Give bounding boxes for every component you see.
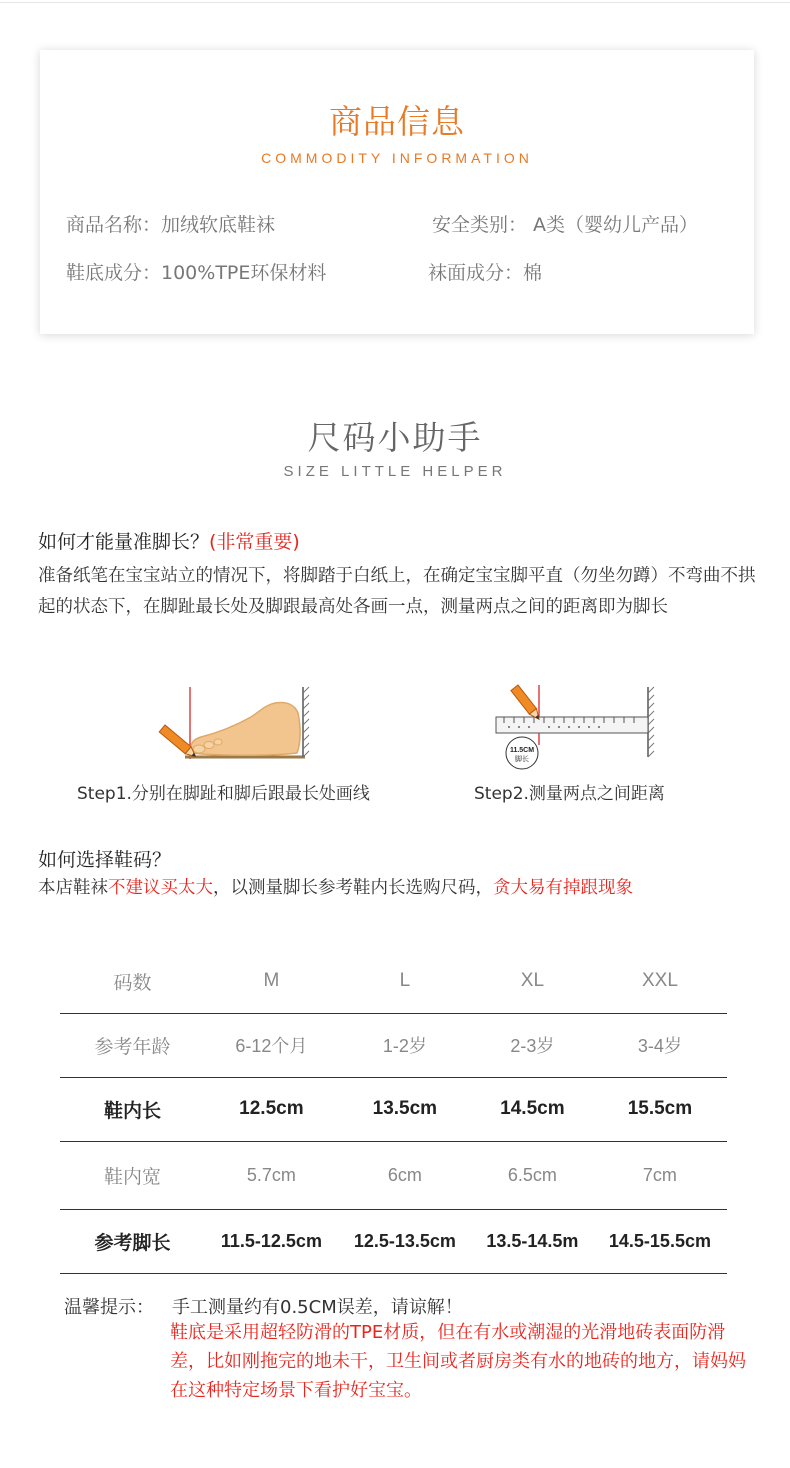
table-cell: 6-12个月: [205, 1013, 338, 1077]
measure-emphasis: (非常重要): [209, 531, 300, 553]
surface-material: 袜面成分：棉: [428, 262, 543, 284]
size-table-header: [60, 950, 727, 1013]
row-label-foot-length: 参考脚长: [60, 1209, 205, 1273]
table-cell: 6cm: [338, 1141, 472, 1209]
table-cell: 3-4岁: [593, 1013, 727, 1077]
commodity-title: 商品信息: [329, 102, 465, 141]
size-header-label: 码数: [60, 950, 205, 1013]
measure-question-text: 如何才能量准脚长？: [38, 531, 210, 553]
table-row-age: [60, 1013, 727, 1077]
table-cell: 6.5cm: [472, 1141, 593, 1209]
foot-measure-illustration: [155, 683, 315, 763]
ruler-label-bottom: 脚长: [515, 755, 529, 763]
table-cell: 12.5cm: [205, 1077, 338, 1141]
step1-label: Step1.分别在脚趾和脚后跟最长处画线: [77, 784, 370, 804]
size-helper-subtitle: SIZE LITTLE HELPER: [283, 463, 507, 480]
sole-material: 鞋底成分：100%TPE环保材料: [66, 262, 327, 284]
table-cell: 11.5-12.5cm: [205, 1209, 338, 1273]
product-name: 商品名称：加绒软底鞋袜: [66, 214, 276, 236]
table-row-inner-length: [60, 1077, 727, 1141]
choose-advice: [38, 873, 758, 904]
choose-question: 如何选择鞋码？: [38, 849, 172, 871]
table-cell: 13.5cm: [338, 1077, 472, 1141]
row-label-inner-width: 鞋内宽: [60, 1141, 205, 1209]
size-header-l: L: [338, 950, 472, 1013]
table-cell: 15.5cm: [593, 1077, 727, 1141]
size-header-xl: XL: [472, 950, 593, 1013]
size-header-xxl: XXL: [593, 950, 727, 1013]
table-cell: 14.5-15.5cm: [593, 1209, 727, 1273]
measure-question: [38, 527, 300, 554]
size-header-m: M: [205, 950, 338, 1013]
note-slip-warning: 鞋底是采用超轻防滑的TPE材质，但在有水或潮湿的光滑地砖表面防滑差，比如刚拖完的地未干，卫生间或者厨房类有水的地砖的地方，请妈妈在这种特定场景下看护好宝宝。: [170, 1322, 746, 1401]
measure-instructions: 准备纸笔在宝宝站立的情况下，将脚踏于白纸上，在确定宝宝脚平直（勿坐勿蹲）不弯曲不拱起的状态下，在脚趾最长处及脚跟最高处各画一点，测量两点之间的距离即为脚长: [38, 566, 756, 617]
size-helper-title: 尺码小助手: [307, 418, 483, 457]
table-cell: 7cm: [593, 1141, 727, 1209]
table-cell: 13.5-14.5m: [472, 1209, 593, 1273]
size-table: [60, 950, 727, 1274]
step2-label: Step2.测量两点之间距离: [474, 784, 665, 804]
choose-advice-warning: 不建议买太大: [108, 878, 213, 898]
table-cell: 5.7cm: [205, 1141, 338, 1209]
note-label: 温馨提示：: [64, 1297, 154, 1318]
safety-category: 安全类别： A类（婴幼儿产品）: [432, 214, 699, 236]
choose-advice-part1: 本店鞋袜: [38, 878, 108, 898]
table-row-inner-width: [60, 1141, 727, 1209]
commodity-subtitle: COMMODITY INFORMATION: [261, 150, 533, 166]
ruler-label-top: 11.5CM: [509, 747, 535, 754]
table-row-foot-length: [60, 1209, 727, 1273]
table-cell: 14.5cm: [472, 1077, 593, 1141]
commodity-info-card: [40, 50, 754, 334]
ruler-measure-illustration: [490, 683, 660, 773]
choose-advice-risk: 贪大易有掉跟现象: [493, 878, 633, 898]
choose-advice-part3: ，以测量脚长参考鞋内长选购尺码，: [213, 878, 493, 898]
table-cell: 1-2岁: [338, 1013, 472, 1077]
row-label-age: 参考年龄: [60, 1013, 205, 1077]
note-error-tolerance: 手工测量约有0.5CM误差，请谅解！: [172, 1297, 463, 1318]
row-label-inner-length: 鞋内长: [60, 1077, 205, 1141]
table-cell: 12.5-13.5cm: [338, 1209, 472, 1273]
table-cell: 2-3岁: [472, 1013, 593, 1077]
top-divider: [0, 2, 790, 3]
